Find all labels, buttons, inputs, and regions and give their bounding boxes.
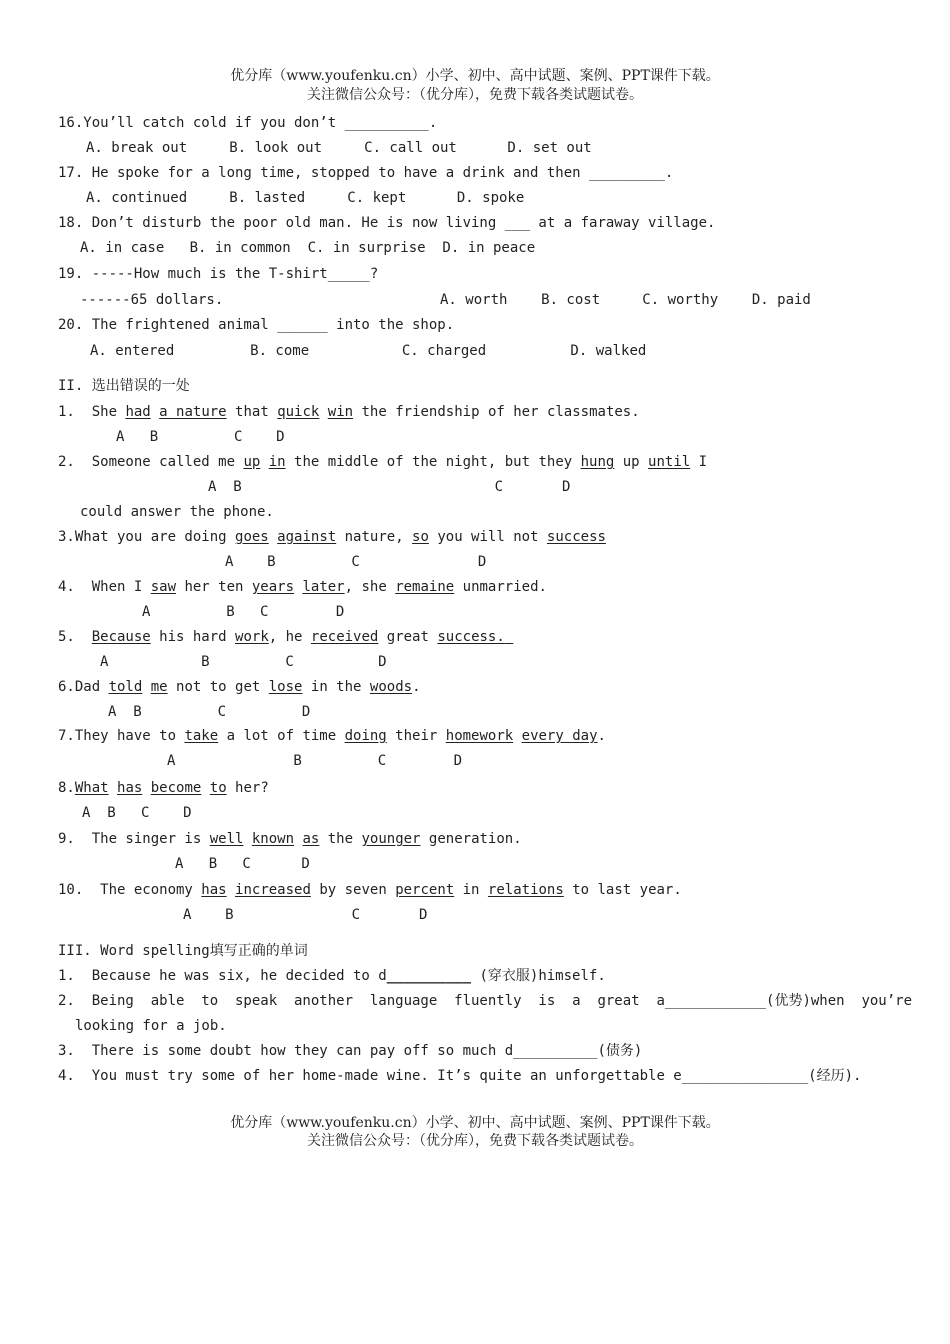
error-question-10-letters: A B C D [183, 907, 428, 923]
question-19-options: A. worth B. cost C. worthy D. paid [440, 292, 811, 308]
error-question-2-letters: A B C D [208, 479, 571, 495]
footer-line-1: 优分库（www.youfenku.cn）小学、初中、高中试题、案例、PPT课件下载。 [230, 1115, 720, 1131]
spelling-question-2-continuation: looking for a job. [75, 1018, 227, 1034]
header-line-1: 优分库（www.youfenku.cn）小学、初中、高中试题、案例、PPT课件下载。 [230, 68, 720, 84]
error-question-5-letters: A B C D [100, 654, 387, 670]
spelling-question-4: 4. You must try some of her home-made wine. It’s quite an unforgettable e_______________(经历). [58, 1068, 862, 1084]
error-question-7: 7.They have to take a lot of time doing their homework every day. [58, 728, 606, 744]
question-20: 20. The frightened animal ______ into the shop. [58, 317, 455, 333]
question-18: 18. Don’t disturb the poor old man. He is now living ___ at a faraway village. [58, 215, 716, 231]
section-3-title: III. Word spelling填写正确的单词 [58, 943, 308, 959]
error-question-7-letters: A B C D [167, 753, 463, 769]
question-19-answer: ------65 dollars. [80, 292, 224, 308]
error-question-1-letters: A B C D [116, 429, 285, 445]
error-question-8: 8.What has become to her? [58, 780, 269, 796]
spelling-question-1: 1. Because he was six, he decided to d__________ (穿衣服)himself. [58, 968, 606, 984]
error-question-6-letters: A B C D [108, 704, 311, 720]
error-question-3: 3.What you are doing goes against nature, so you will not success [58, 529, 606, 545]
header-line-2: 关注微信公众号：（优分库），免费下载各类试题试卷。 [307, 87, 643, 103]
error-question-3-letters: A B C D [225, 554, 487, 570]
error-question-4: 4. When I saw her ten years later, she remaine unmarried. [58, 579, 547, 595]
question-20-options: A. entered B. come C. charged D. walked [90, 343, 647, 359]
question-17-options: A. continued B. lasted C. kept D. spoke [86, 190, 525, 206]
spelling-question-3: 3. There is some doubt how they can pay off so much d__________(债务) [58, 1043, 643, 1059]
question-16: 16.You’ll catch cold if you don’t __________. [58, 115, 438, 131]
error-question-8-letters: A B C D [82, 805, 192, 821]
error-question-2-continuation: could answer the phone. [80, 504, 274, 520]
error-question-1: 1. She had a nature that quick win the friendship of her classmates. [58, 404, 640, 420]
error-question-4-letters: A B C D [142, 604, 345, 620]
question-17: 17. He spoke for a long time, stopped to have a drink and then _________. [58, 165, 674, 181]
question-16-options: A. break out B. look out C. call out D. set out [86, 140, 592, 156]
question-18-options: A. in case B. in common C. in surprise D. in peace [80, 240, 536, 256]
question-19: 19. -----How much is the T-shirt_____? [58, 266, 379, 282]
section-2-title: II. 选出错误的一处 [58, 378, 190, 394]
error-question-5: 5. Because his hard work, he received great success. [58, 629, 505, 645]
error-question-10: 10. The economy has increased by seven percent in relations to last year. [58, 882, 682, 898]
error-question-9: 9. The singer is well known as the younger generation. [58, 831, 522, 847]
footer-line-2: 关注微信公众号：（优分库），免费下载各类试题试卷。 [307, 1133, 643, 1149]
error-question-6: 6.Dad told me not to get lose in the woods. [58, 679, 421, 695]
error-question-9-letters: A B C D [175, 856, 310, 872]
error-question-2: 2. Someone called me up in the middle of the night, but they hung up until I [58, 454, 708, 470]
spelling-question-2: 2. Being able to speak another language fluently is a great a____________(优势)when you’re [58, 993, 913, 1009]
